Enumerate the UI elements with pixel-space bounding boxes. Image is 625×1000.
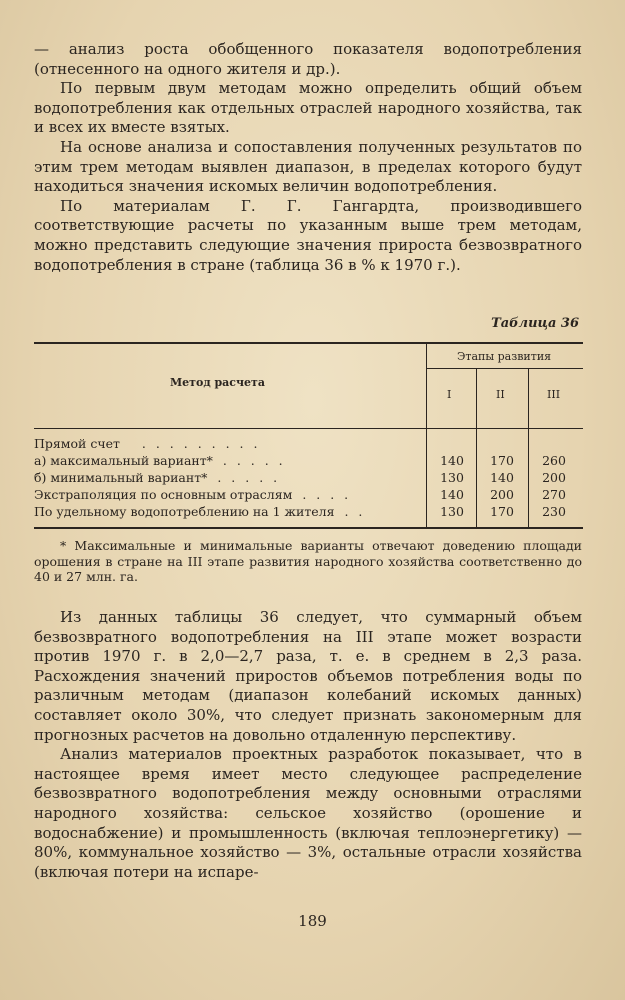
table-cell: 130 xyxy=(440,470,464,485)
header-method: Метод расчета xyxy=(170,376,265,389)
paragraph: По материалам Г. Г. Гангардта, производившего соответствующие расчеты по указанным выше трем методам, можно представить следующие значения прироста безвозвратного водопотребления в стране (таблица 36 в % к 1970 г.). xyxy=(34,196,582,274)
row-label: а) максимальный вариант* xyxy=(34,453,213,468)
paragraph: — анализ роста обобщенного показателя водопотребления (отнесенного на одного жителя и др.). xyxy=(34,40,582,78)
table-cell: 170 xyxy=(490,453,514,468)
page-number: 189 xyxy=(298,912,327,930)
table-cell: 170 xyxy=(490,504,514,519)
column-divider xyxy=(528,369,529,528)
paragraph: Из данных таблицы 36 следует, что суммарный объем безвозвратного водопотребления на III этапе может возрасти против 1970 г. в 2,0—2,7 раза, т. е. в среднем в 2,3 раза. Расхождения значений приростов объемов потребления воды по различным методам (диапазон колебаний искомых данных) составляет около 30%, что следует признать закономерным для прогнозных расчетов на довольно отдаленную перспективу. xyxy=(34,608,582,744)
column-divider xyxy=(476,369,477,528)
table-row xyxy=(34,504,365,519)
stages-rule xyxy=(426,368,583,369)
table-row xyxy=(34,453,286,468)
row-label: б) минимальный вариант* xyxy=(34,470,208,485)
table-cell: 140 xyxy=(440,487,464,502)
bottom-text xyxy=(34,608,582,882)
paragraph: По первым двум методам можно определить общий объем водопотребления как отдельных отраслей народного хозяйства, так и всех их вместе взятых. xyxy=(34,79,582,137)
table-cell: 200 xyxy=(542,470,566,485)
stage-header: III xyxy=(547,388,561,401)
table-row xyxy=(34,470,280,485)
table-cell: 270 xyxy=(542,487,566,502)
table-cell: 140 xyxy=(440,453,464,468)
leader-dots: . . . . . xyxy=(222,453,286,468)
column-divider xyxy=(426,342,427,528)
header-rule xyxy=(34,428,583,429)
leader-dots: . . . . . xyxy=(217,470,281,485)
table-cell: 130 xyxy=(440,504,464,519)
table-cell: 140 xyxy=(490,470,514,485)
leader-dots: . . xyxy=(344,504,366,519)
footnote xyxy=(34,538,582,585)
row-label: По удельному водопотреблению на 1 жителя xyxy=(34,504,335,519)
footnote-text: * Максимальные и минимальные варианты отвечают доведению площади орошения в стране на III этапе развития народного хозяйства соответственно до 40 и 27 млн. га. xyxy=(34,538,582,585)
paragraph: Анализ материалов проектных разработок показывает, что в настоящее время имеет место следующее распределение безвозвратного водопотребления между основными отраслями народного хозяйства: сельское хозяйство (орошение и водоснабжение) и промышленность (включая теплоэнергетику) — 80%, коммунальное хозяйство — 3%, остальные отрасли хозяйства (включая потери на испаре- xyxy=(34,745,582,881)
row-label: Прямой счет xyxy=(34,436,120,451)
table-cell: 230 xyxy=(542,504,566,519)
table-bottom-rule xyxy=(34,527,583,529)
table-cell: 200 xyxy=(490,487,514,502)
header-stages: Этапы развития xyxy=(457,350,552,363)
leader-dots: . . . . xyxy=(302,487,352,502)
paragraph: На основе анализа и сопоставления полученных результатов по этим трем методам выявлен диапазон, в пределах которого будут находиться значения искомых величин водопотребления. xyxy=(34,137,582,196)
table-top-rule xyxy=(34,342,583,344)
stage-header: I xyxy=(447,388,452,401)
table-row xyxy=(34,487,351,502)
table-cell: 260 xyxy=(542,453,566,468)
row-label: Экстраполяция по основным отраслям xyxy=(34,487,293,502)
table-caption: Таблица 36 xyxy=(491,316,579,331)
stage-header: II xyxy=(496,388,505,401)
table-row xyxy=(34,436,260,451)
top-text xyxy=(34,40,582,275)
leader-dots: . . . . . . . . . xyxy=(141,436,261,451)
